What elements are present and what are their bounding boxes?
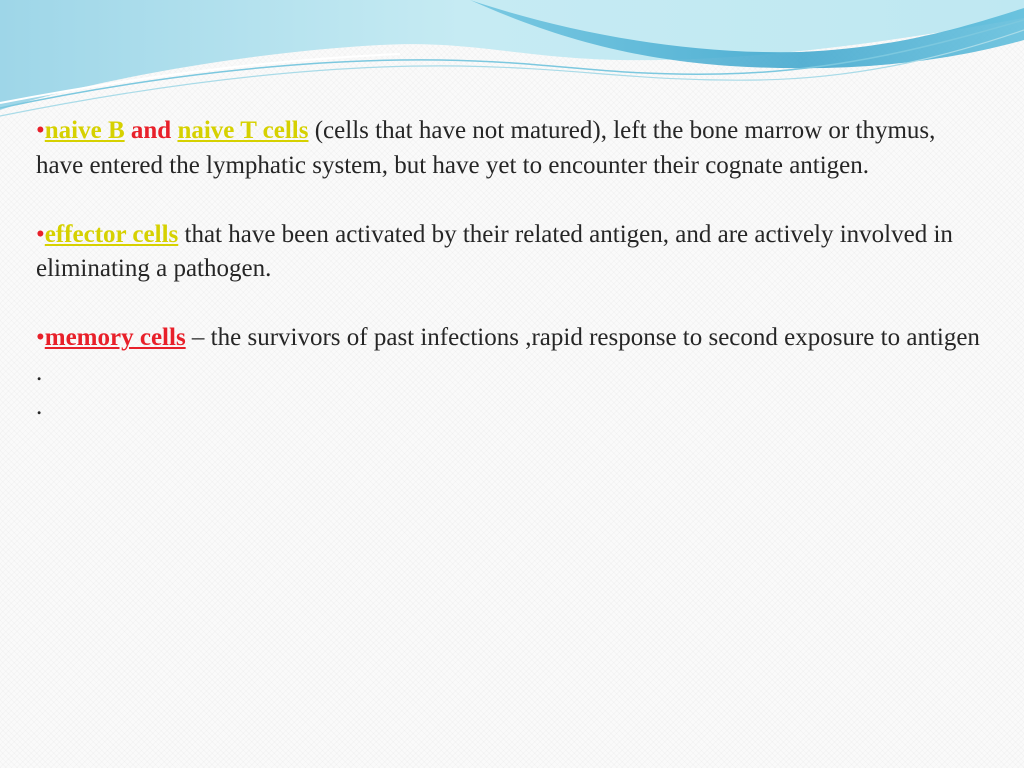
- bullet-memory-cells: [36, 321, 986, 390]
- bullet-marker: •: [36, 220, 45, 248]
- term-memory-cells: memory cells: [44, 324, 186, 351]
- term-naive-b: naive B: [44, 117, 125, 144]
- bullet-marker: •: [36, 324, 45, 351]
- effector-cells-description: that have been activated by their related antigen, and are actively involved in eliminating a pathogen.: [36, 220, 953, 282]
- bullet-marker: •: [36, 117, 45, 144]
- bullet-effector-cells: [36, 218, 986, 287]
- connector-and: and: [130, 117, 172, 144]
- trailing-period: .: [36, 393, 43, 420]
- memory-cells-description: – the survivors of past infections ,rapid response to second exposure to antigen .: [36, 324, 980, 386]
- term-naive-t-cells: naive T cells: [177, 117, 309, 144]
- term-effector-cells: effector cells: [44, 220, 179, 248]
- slide-body: [36, 114, 986, 425]
- bullet-naive-cells: [36, 114, 986, 183]
- header-wave-banner: [0, 0, 1024, 130]
- naive-cells-description: (cells that have not matured), left the bone marrow or thymus, have entered the lymphatic system, but have yet to encounter their cognate antigen.: [36, 117, 936, 179]
